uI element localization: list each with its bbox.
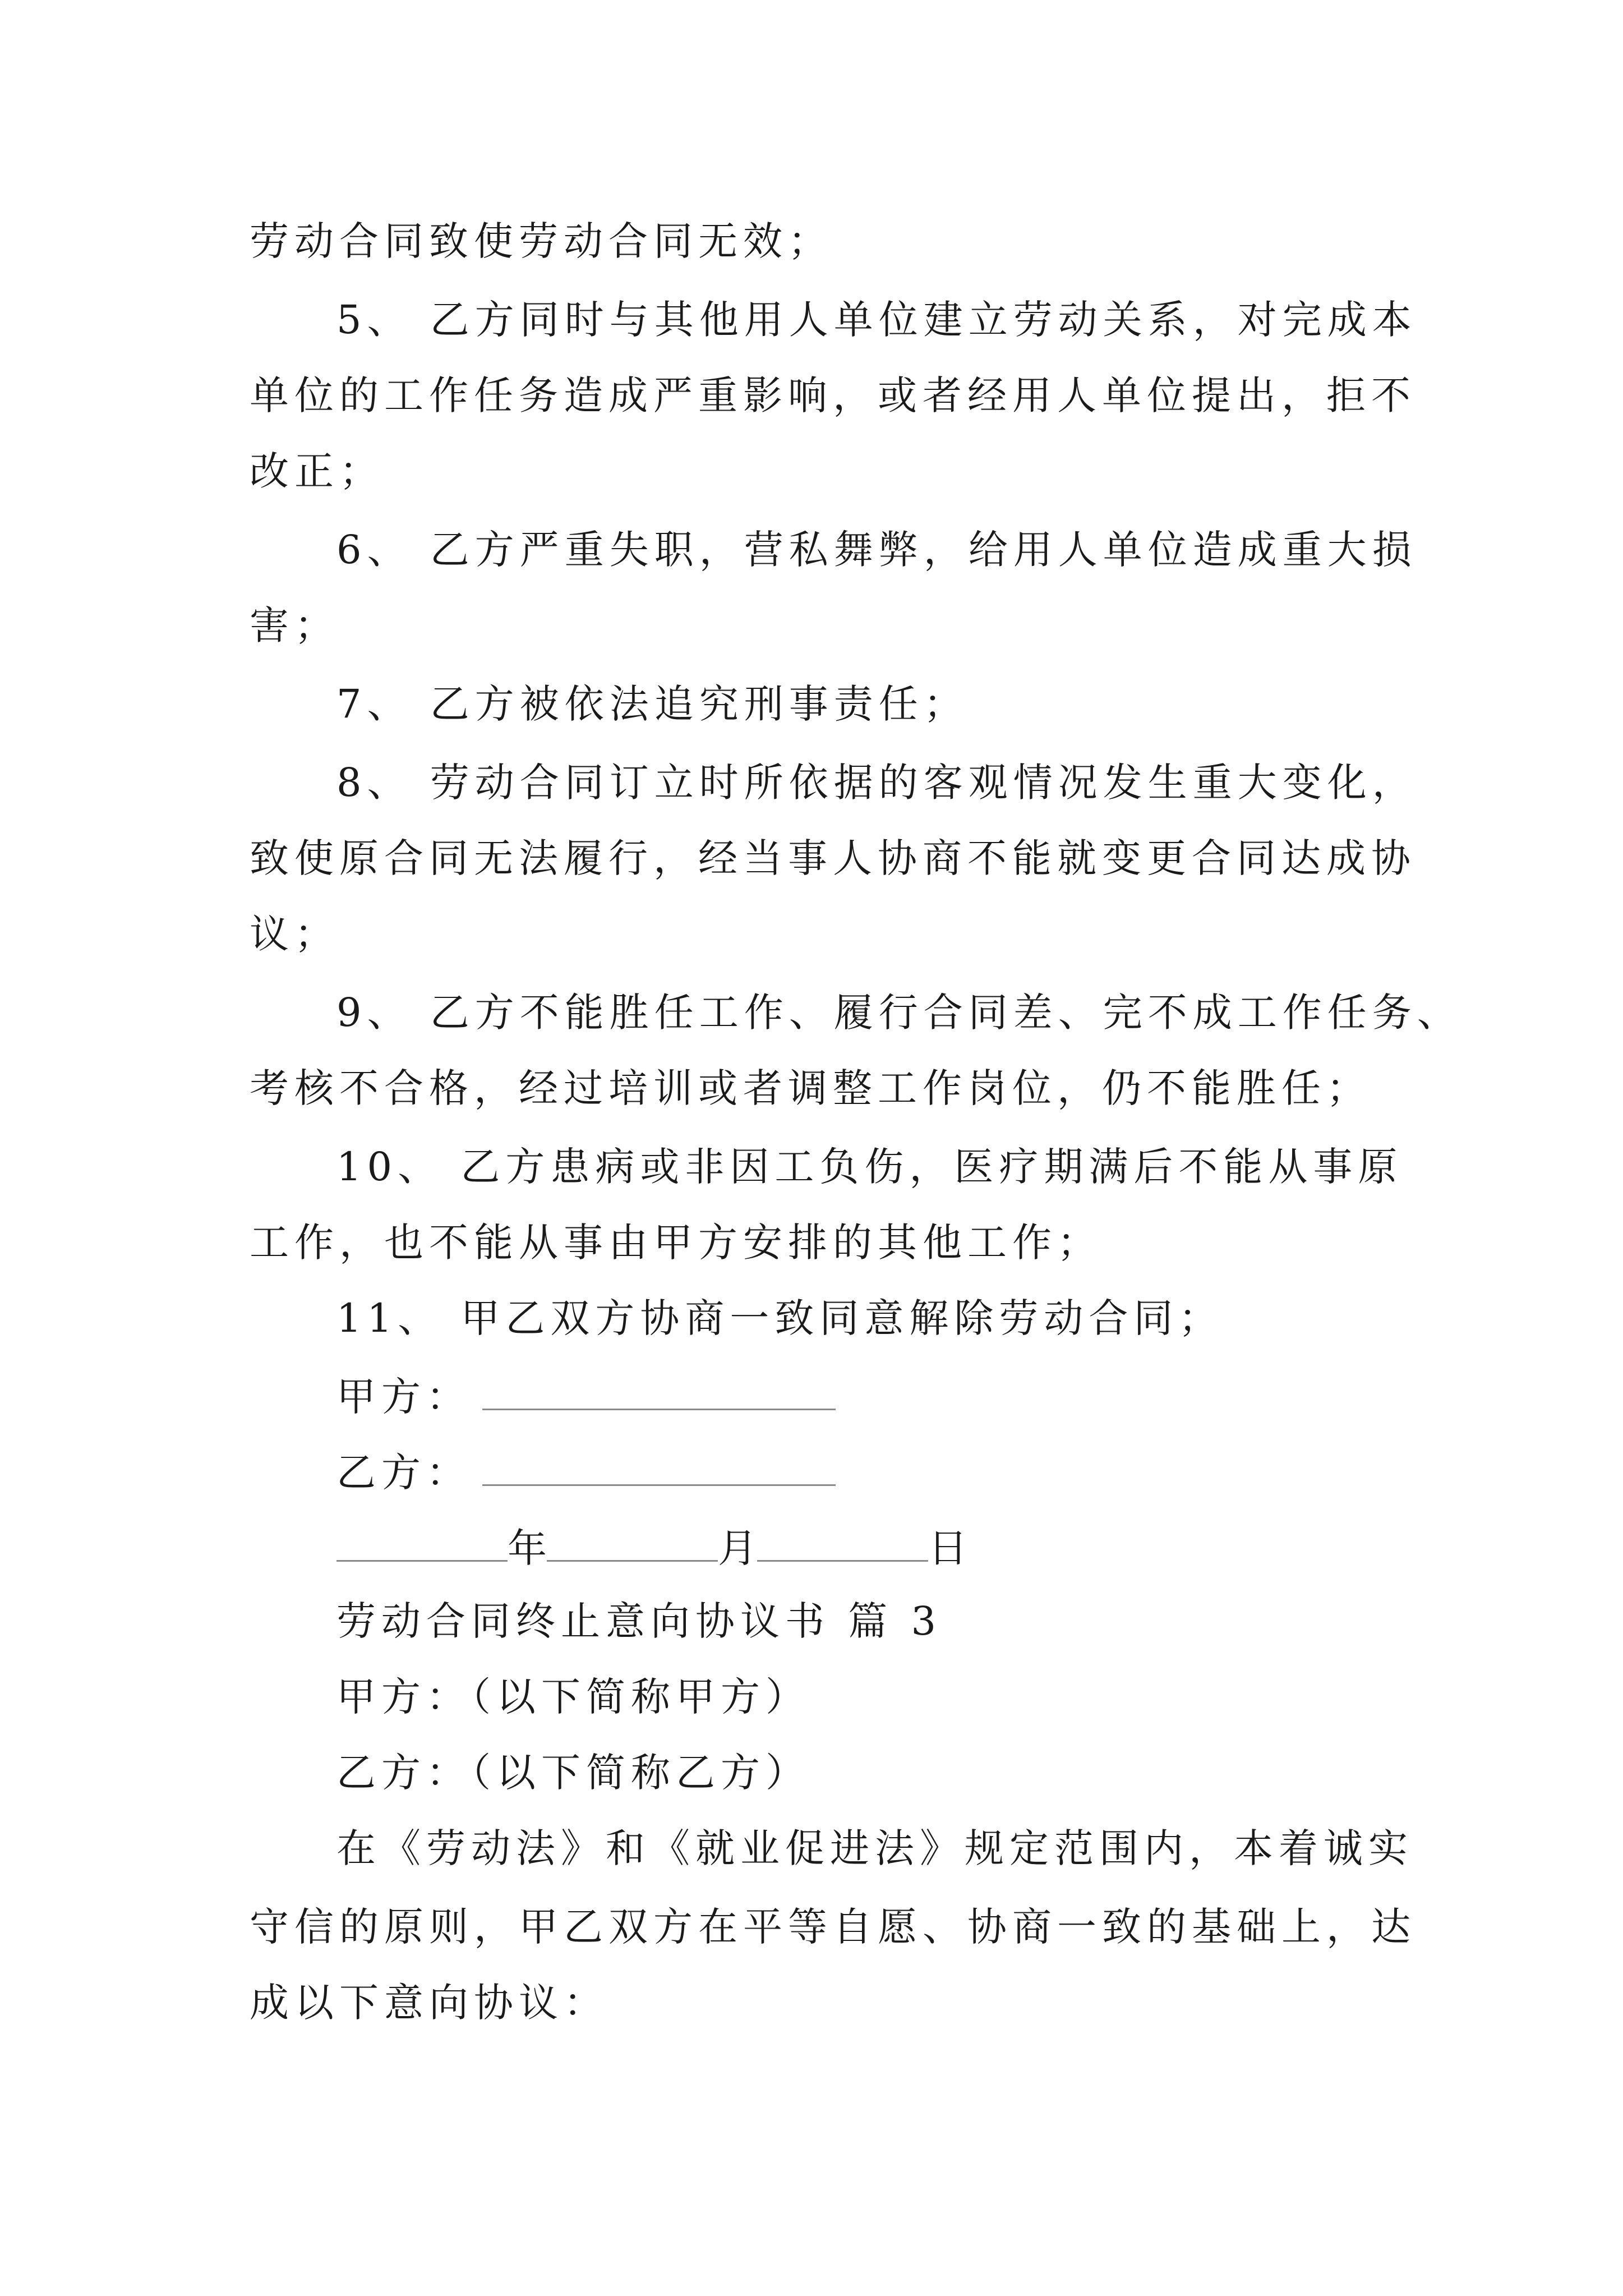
party-a-blank xyxy=(482,1372,836,1410)
party-a-line: 甲方：（以下简称甲方） xyxy=(336,1674,810,1720)
month-label: 月 xyxy=(718,1525,757,1571)
date-row xyxy=(336,1523,967,1571)
text-line: 议； xyxy=(250,911,339,957)
party-b-line: 乙方：（以下简称乙方） xyxy=(336,1750,810,1796)
month-blank xyxy=(547,1523,718,1562)
clause-8: 8、 劳动合同订立时所依据的客观情况发生重大变化， xyxy=(336,760,1417,806)
intro-paragraph: 在《劳动法》和《就业促进法》规定范围内，本着诚实 xyxy=(336,1825,1413,1871)
party-a-signature-row xyxy=(336,1372,836,1419)
clause-5: 5、 乙方同时与其他用人单位建立劳动关系，对完成本 xyxy=(336,297,1417,343)
text-line: 考核不合格，经过培训或者调整工作岗位，仍不能胜任； xyxy=(250,1065,1371,1111)
day-label: 日 xyxy=(928,1525,967,1571)
year-blank xyxy=(336,1523,508,1562)
text-line: 成以下意向协议： xyxy=(250,1980,608,2026)
party-b-signature-row xyxy=(336,1447,836,1495)
text-line: 改正； xyxy=(250,448,384,494)
text-line: 守信的原则，甲乙双方在平等自愿、协商一致的基础上，达 xyxy=(250,1904,1416,1950)
clause-9: 9、 乙方不能胜任工作、履行合同差、完不成工作任务、 xyxy=(336,990,1462,1036)
text-line: 单位的工作任务造成严重影响，或者经用人单位提出，拒不 xyxy=(250,372,1416,418)
clause-6: 6、 乙方严重失职，营私舞弊，给用人单位造成重大损 xyxy=(336,527,1417,573)
text-line: 工作，也不能从事由甲方安排的其他工作； xyxy=(250,1220,1102,1266)
day-blank xyxy=(757,1523,928,1562)
party-b-label: 乙方： xyxy=(336,1450,471,1496)
section-heading: 劳动合同终止意向协议书 篇 3 xyxy=(336,1598,942,1644)
party-b-blank xyxy=(482,1447,836,1486)
clause-11: 11、 甲乙双方协商一致同意解除劳动合同； xyxy=(336,1295,1224,1341)
clause-7: 7、 乙方被依法追究刑事责任； xyxy=(336,681,969,727)
text-line: 致使原合同无法履行，经当事人协商不能就变更合同达成协 xyxy=(250,835,1416,881)
text-line: 害； xyxy=(250,602,339,648)
year-label: 年 xyxy=(508,1525,547,1571)
text-line: 劳动合同致使劳动合同无效； xyxy=(250,218,833,264)
party-a-label: 甲方： xyxy=(336,1374,471,1420)
clause-10: 10、 乙方患病或非因工负伤，医疗期满后不能从事原 xyxy=(336,1144,1403,1190)
